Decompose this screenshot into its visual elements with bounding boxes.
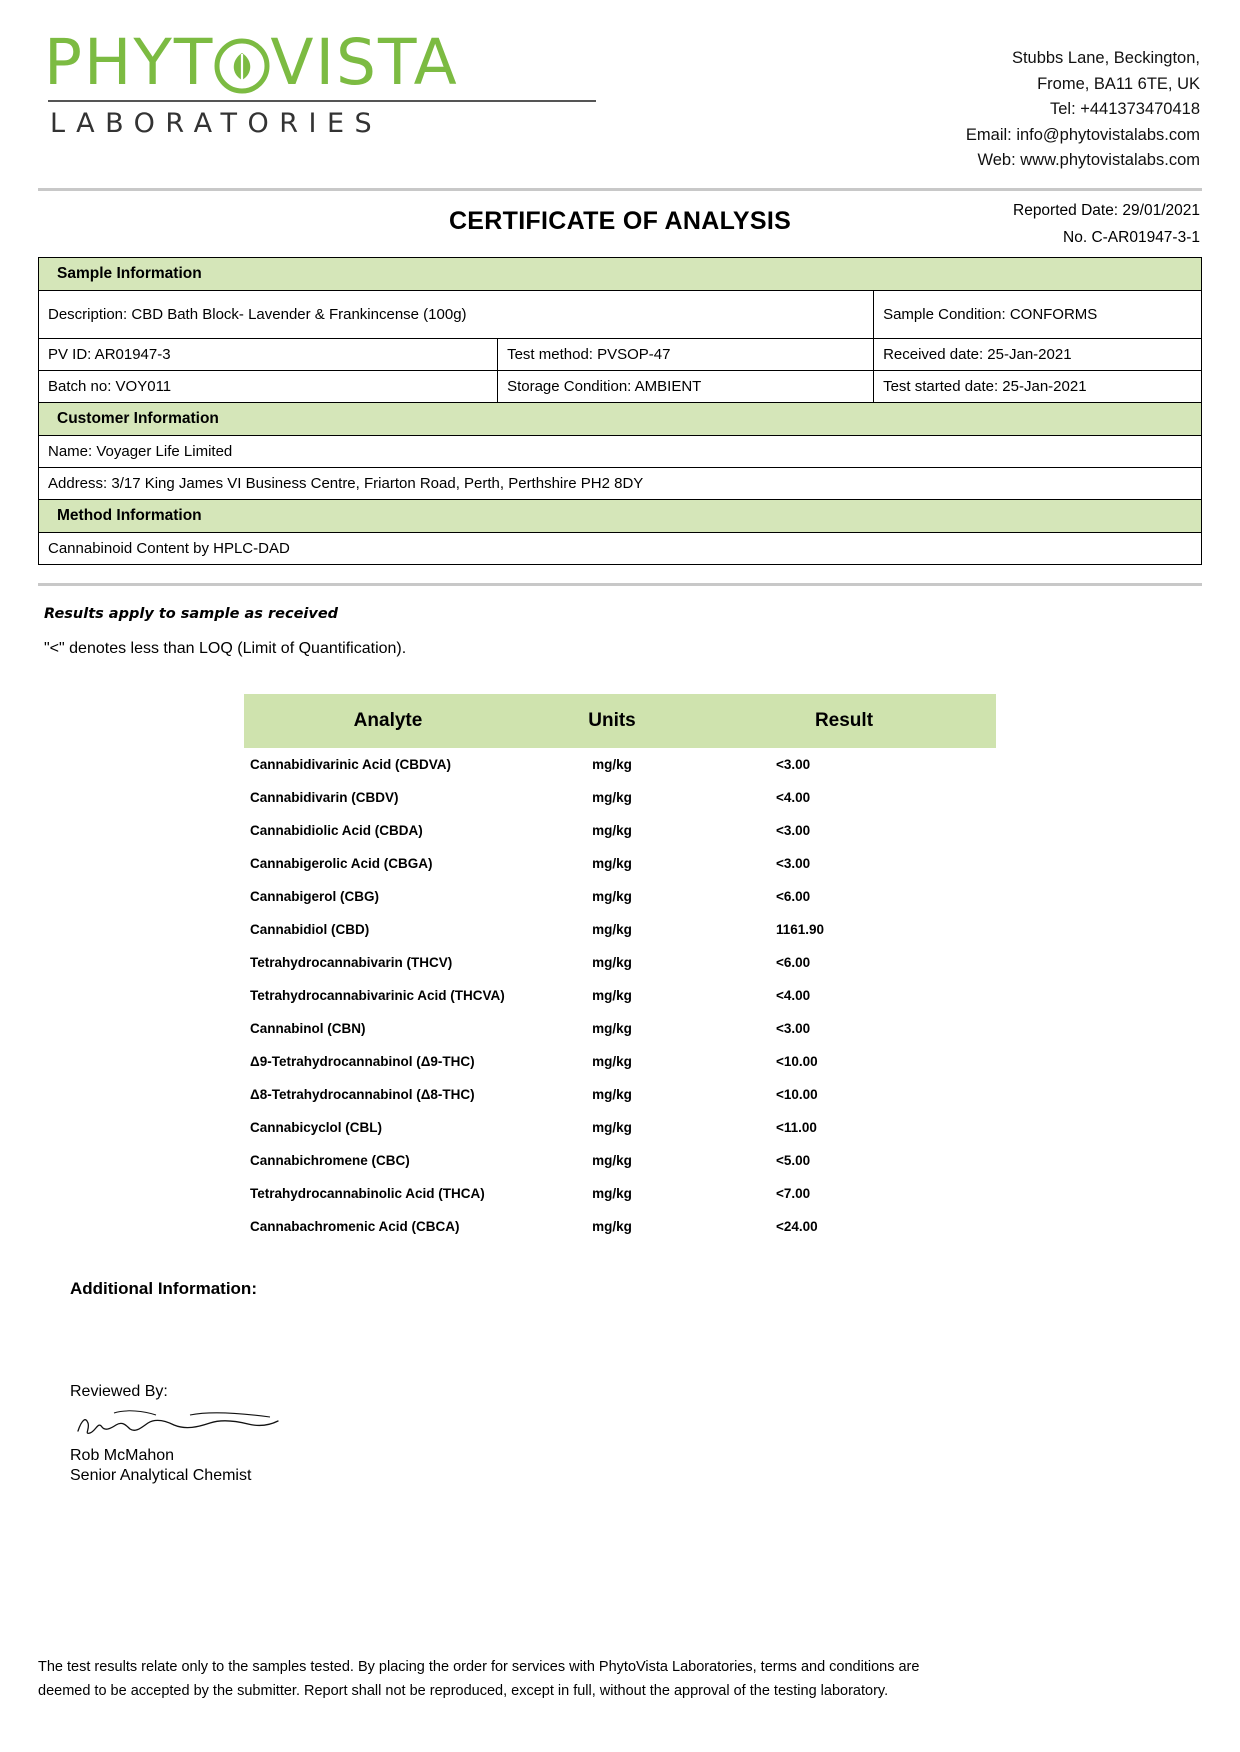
phytovista-logo: [38, 26, 658, 140]
cell-units: mg/kg: [592, 1053, 632, 1069]
cell-units: mg/kg: [592, 1020, 632, 1036]
customer-name-row: [39, 435, 1202, 467]
description-row: [39, 290, 1202, 338]
footer-line-1: The test results relate only to the samples tested. By placing the order for services with PhytoVista Laboratories, terms and conditions are: [38, 1659, 920, 1676]
cell-result: <7.00: [776, 1185, 811, 1201]
title-row: [38, 191, 1202, 257]
document-header: [38, 26, 1202, 182]
customer-information-band-row: [39, 402, 1202, 435]
sample-description: Description: CBD Bath Block- Lavender & Frankincense (100g): [39, 290, 874, 338]
customer-name: Name: Voyager Life Limited: [39, 435, 1202, 467]
additional-information-label: Additional Information:: [70, 1278, 257, 1298]
cell-analyte: Cannabidivarinic Acid (CBDVA): [250, 756, 452, 772]
column-header-result: Result: [692, 694, 996, 748]
table-row: [244, 1177, 996, 1210]
cell-analyte: Cannabigerol (CBG): [250, 888, 380, 904]
method-row: [39, 532, 1202, 564]
results-header-row: [244, 694, 996, 748]
logo-subtitle: LABORATORIES: [50, 108, 383, 140]
cell-result: <11.00: [776, 1119, 817, 1135]
table-row: [244, 1045, 996, 1078]
cell-result: <3.00: [776, 855, 811, 871]
received-date: Received date: 25-Jan-2021: [874, 338, 1202, 370]
pv-id: PV ID: AR01947-3: [39, 338, 498, 370]
contact-line-4: Email: info@phytovistalabs.com: [965, 125, 1200, 144]
signature-image: [70, 1403, 330, 1445]
cell-analyte: Cannabidiolic Acid (CBDA): [250, 822, 423, 838]
cell-analyte: Cannabidiol (CBD): [250, 921, 370, 937]
cell-units: mg/kg: [592, 921, 632, 937]
results-table-wrap: [38, 694, 1202, 1243]
cell-analyte: Cannabachromenic Acid (CBCA): [250, 1218, 460, 1234]
cell-result: <6.00: [776, 888, 811, 904]
table-row: [244, 847, 996, 880]
table-row: [244, 1012, 996, 1045]
table-row: [244, 781, 996, 814]
contact-block: [966, 30, 1202, 174]
table-row: [244, 913, 996, 946]
report-meta: [1013, 197, 1200, 251]
cell-analyte: Δ9-Tetrahydrocannabinol (Δ9-THC): [250, 1053, 475, 1069]
contact-line-1: Stubbs Lane, Beckington,: [1011, 49, 1200, 67]
customer-information-band: Customer Information: [39, 402, 1202, 435]
cell-result: <3.00: [776, 756, 811, 772]
leaf-circle-icon: [214, 38, 270, 94]
cell-units: mg/kg: [592, 987, 632, 1003]
cell-analyte: Tetrahydrocannabivarinic Acid (THCVA): [250, 987, 505, 1003]
footer-line-2: deemed to be accepted by the submitter. Report shall not be reproduced, except in full, without the approval of the testing laboratory.: [38, 1683, 889, 1700]
table-row: [244, 1111, 996, 1144]
page-title: CERTIFICATE OF ANALYSIS: [448, 206, 792, 235]
batch-no: Batch no: VOY011: [39, 370, 498, 402]
logo-text-part1: PHYT: [44, 26, 215, 99]
cell-analyte: Tetrahydrocannabinolic Acid (THCA): [250, 1185, 485, 1201]
column-header-units: Units: [532, 694, 692, 748]
reviewed-by-label: Reviewed By:: [70, 1382, 168, 1400]
table-row: [244, 979, 996, 1012]
cell-units: mg/kg: [592, 1185, 632, 1201]
table-row: [244, 748, 996, 781]
cell-analyte: Δ8-Tetrahydrocannabinol (Δ8-THC): [250, 1086, 475, 1102]
sample-condition: Sample Condition: CONFORMS: [874, 290, 1202, 338]
cell-result: <3.00: [776, 822, 811, 838]
table-row: [244, 946, 996, 979]
information-table: [38, 257, 1202, 565]
test-started-date: Test started date: 25-Jan-2021: [874, 370, 1202, 402]
sample-information-band-row: [39, 257, 1202, 290]
storage-condition: Storage Condition: AMBIENT: [498, 370, 874, 402]
cell-analyte: Cannabicyclol (CBL): [250, 1119, 383, 1135]
cell-units: mg/kg: [592, 1218, 632, 1234]
reported-date: Reported Date: 29/01/2021: [1013, 201, 1200, 219]
cell-result: <3.00: [776, 1020, 811, 1036]
results-body: [244, 748, 996, 1243]
method-text: Cannabinoid Content by HPLC-DAD: [39, 532, 1202, 564]
contact-line-3: Tel: +441373470418: [1049, 100, 1200, 119]
cell-result: 1161.90: [776, 921, 825, 937]
cell-units: mg/kg: [592, 888, 632, 904]
cell-result: <5.00: [776, 1152, 811, 1168]
cell-result: <24.00: [776, 1218, 818, 1234]
batch-row: [39, 370, 1202, 402]
cell-units: mg/kg: [592, 855, 632, 871]
test-method: Test method: PVSOP-47: [498, 338, 874, 370]
cell-analyte: Cannabinol (CBN): [250, 1020, 366, 1036]
method-information-band-row: [39, 499, 1202, 532]
signature-name: Rob McMahon: [70, 1446, 175, 1464]
table-row: [244, 814, 996, 847]
cell-analyte: Cannabichromene (CBC): [250, 1152, 410, 1168]
sample-information-band: Sample Information: [39, 257, 1202, 290]
cell-result: <4.00: [776, 987, 811, 1003]
cell-analyte: Cannabidivarin (CBDV): [250, 789, 399, 805]
table-row: [244, 1078, 996, 1111]
cell-units: mg/kg: [592, 756, 632, 772]
customer-address: Address: 3/17 King James VI Business Centre, Friarton Road, Perth, Perthshire PH2 8DY: [39, 467, 1202, 499]
cell-analyte: Cannabigerolic Acid (CBGA): [250, 855, 433, 871]
results-head: [244, 694, 996, 748]
method-information-band: Method Information: [39, 499, 1202, 532]
table-row: [244, 880, 996, 913]
signature-role: Senior Analytical Chemist: [70, 1466, 252, 1484]
cell-units: mg/kg: [592, 1152, 632, 1168]
logo-divider: [48, 100, 596, 102]
section-divider: [38, 583, 1202, 586]
logo-wordmark: [44, 26, 658, 99]
logo-text-part2: VISTA: [270, 26, 459, 99]
footer-disclaimer: [38, 1656, 1202, 1704]
cell-result: <6.00: [776, 954, 811, 970]
cell-units: mg/kg: [592, 789, 632, 805]
cell-result: <4.00: [776, 789, 811, 805]
cell-units: mg/kg: [592, 822, 632, 838]
signature-block: [70, 1383, 1202, 1485]
loq-note: "<" denotes less than LOQ (Limit of Quantification).: [44, 639, 407, 657]
cell-units: mg/kg: [592, 954, 632, 970]
table-row: [244, 1210, 996, 1243]
contact-line-2: Frome, BA11 6TE, UK: [1037, 74, 1200, 93]
cell-analyte: Tetrahydrocannabivarin (THCV): [250, 954, 453, 970]
report-number: No. C-AR01947-3-1: [1063, 228, 1200, 246]
results-table: [244, 694, 996, 1243]
cell-result: <10.00: [776, 1053, 818, 1069]
table-row: [244, 1144, 996, 1177]
cell-result: <10.00: [776, 1086, 818, 1102]
cell-units: mg/kg: [592, 1119, 632, 1135]
cell-units: mg/kg: [592, 1086, 632, 1102]
contact-line-5: Web: www.phytovistalabs.com: [977, 151, 1200, 170]
pvid-row: [39, 338, 1202, 370]
column-header-analyte: Analyte: [244, 694, 532, 748]
results-note: Results apply to sample as received: [44, 605, 339, 622]
customer-address-row: [39, 467, 1202, 499]
